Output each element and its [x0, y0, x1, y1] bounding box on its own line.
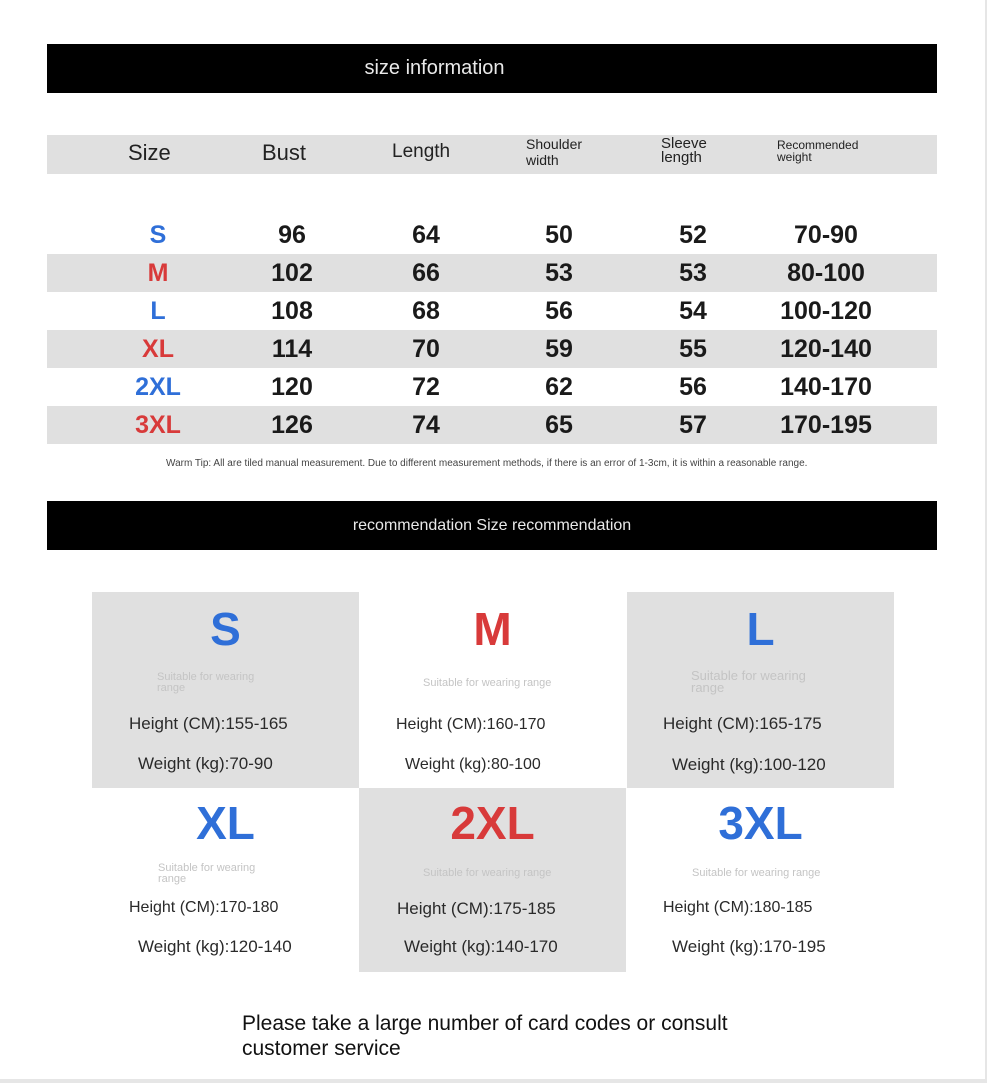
card-size-label: 2XL: [450, 797, 535, 849]
row-length: 74: [412, 411, 440, 439]
row-length: 66: [412, 259, 440, 287]
header-size: Size: [128, 140, 171, 165]
card-weight: Weight (kg):100-120: [672, 755, 826, 774]
row-bust: 120: [271, 373, 313, 401]
row-weight: 70-90: [794, 221, 858, 249]
card-size-label: 3XL: [718, 797, 803, 849]
card-suitable-range: Suitable for wearing range: [691, 668, 806, 695]
table-row: [47, 216, 937, 254]
row-sleeve: 54: [679, 297, 707, 325]
card-height: Height (CM):170-180: [129, 899, 279, 916]
row-sleeve: 53: [679, 259, 707, 287]
header-sleeve-length: Sleeve length: [661, 135, 707, 166]
row-length: 72: [412, 373, 440, 401]
row-weight: 120-140: [780, 335, 872, 363]
size-card-3xl: [627, 788, 894, 972]
card-suitable-range: Suitable for wearing range: [423, 867, 552, 879]
row-sleeve: 55: [679, 335, 707, 363]
footer-note: Please take a large number of card codes or consult customer service: [242, 1012, 728, 1060]
row-shoulder: 56: [545, 297, 573, 325]
row-weight: 170-195: [780, 411, 872, 439]
row-size: L: [150, 297, 166, 325]
row-shoulder: 50: [545, 221, 573, 249]
row-bust: 108: [271, 297, 313, 325]
size-card-s: [92, 592, 359, 788]
size-card-2xl: [359, 788, 626, 972]
card-height: Height (CM):175-185: [397, 899, 556, 918]
card-height: Height (CM):165-175: [663, 714, 822, 733]
row-size: 3XL: [135, 411, 181, 439]
card-height: Height (CM):180-185: [663, 899, 813, 916]
size-information-title: size information: [364, 57, 505, 79]
size-card-xl: [92, 788, 359, 972]
row-length: 68: [412, 297, 440, 325]
row-bust: 102: [271, 259, 313, 287]
row-size: XL: [142, 335, 174, 363]
card-weight: Weight (kg):80-100: [405, 756, 541, 773]
table-row: [47, 254, 937, 292]
row-length: 70: [412, 335, 440, 363]
row-weight: 140-170: [780, 373, 872, 401]
row-shoulder: 53: [545, 259, 573, 287]
card-size-label: S: [210, 603, 241, 655]
card-size-label: L: [746, 603, 775, 655]
table-row: [47, 368, 937, 406]
size-recommendation-banner: [47, 501, 937, 550]
card-suitable-range: Suitable for wearing range: [158, 862, 256, 885]
table-row: [47, 406, 937, 444]
size-card-m: [359, 592, 626, 788]
row-size: 2XL: [135, 373, 181, 401]
row-shoulder: 59: [545, 335, 573, 363]
card-suitable-range: Suitable for wearing range: [157, 671, 255, 694]
header-bust: Bust: [262, 140, 307, 165]
header-length: Length: [392, 141, 451, 162]
row-shoulder: 65: [545, 411, 573, 439]
card-weight: Weight (kg):170-195: [672, 937, 826, 956]
card-weight: Weight (kg):140-170: [404, 937, 558, 956]
row-shoulder: 62: [545, 373, 573, 401]
size-information-banner: [47, 44, 937, 93]
card-suitable-range: Suitable for wearing range: [692, 867, 821, 879]
row-size: S: [149, 221, 167, 249]
card-height: Height (CM):160-170: [396, 716, 546, 733]
row-size: M: [147, 259, 169, 287]
row-sleeve: 52: [679, 221, 707, 249]
header-shoulder-width: Shoulder width: [526, 136, 583, 168]
row-weight: 100-120: [780, 297, 872, 325]
row-bust: 114: [271, 335, 313, 363]
warm-tip: Warm Tip: All are tiled manual measurement. Due to different measurement methods, if there is an error of 1-3cm, it is within a reasonable range.: [166, 458, 808, 469]
row-bust: 126: [271, 411, 313, 439]
table-row: [47, 292, 937, 330]
card-weight: Weight (kg):70-90: [138, 754, 273, 773]
card-size-label: XL: [196, 797, 255, 849]
size-recommendation-title: recommendation Size recommendation: [352, 516, 632, 534]
row-weight: 80-100: [787, 259, 865, 287]
row-length: 64: [412, 221, 440, 249]
card-height: Height (CM):155-165: [129, 714, 288, 733]
card-weight: Weight (kg):120-140: [138, 937, 292, 956]
row-sleeve: 56: [679, 373, 707, 401]
size-table-header: [47, 135, 937, 174]
header-recommended-weight: Recommended weight: [777, 138, 859, 164]
card-size-label: M: [473, 603, 512, 655]
row-sleeve: 57: [679, 411, 707, 439]
row-bust: 96: [278, 221, 306, 249]
card-suitable-range: Suitable for wearing range: [423, 677, 552, 689]
size-card-l: [627, 592, 894, 788]
table-row: [47, 330, 937, 368]
